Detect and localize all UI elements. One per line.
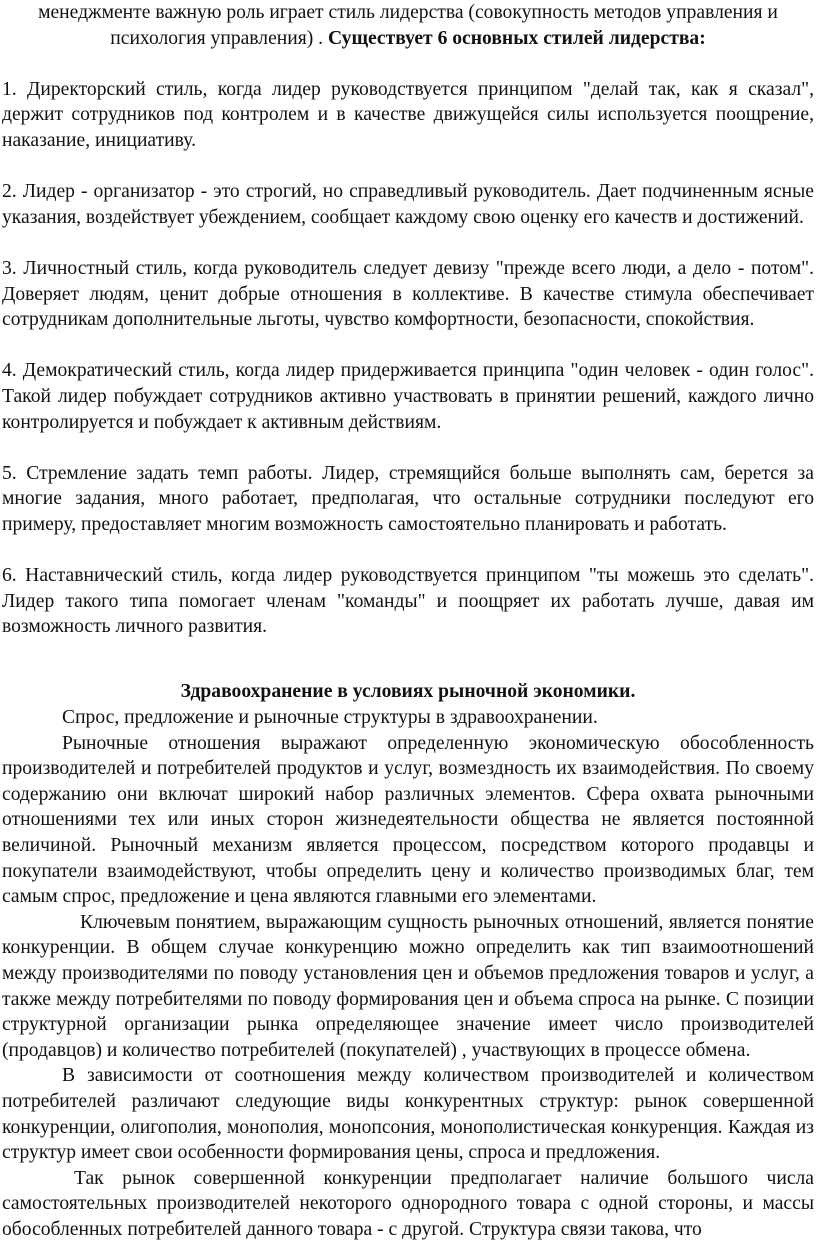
section-subtitle: Спрос, предложение и рыночные структуры в здравоохранении.: [62, 707, 598, 729]
spacer: [2, 51, 814, 77]
leadership-style-6: 6. Наставнический стиль, когда лидер руководствуется принципом "ты можешь это сделать". Лидер такого типа помогает членам "команды" и поощряет их работать лучше, давая им возможность личного развития.: [2, 565, 814, 638]
spacer: [2, 640, 814, 666]
leadership-style-3: 3. Личностный стиль, когда руководитель следует девизу "прежде всего люди, а дело - потом". Доверяет людям, ценит добрые отношения в коллективе. В качестве стимула обеспечивает сотрудникам дополнительные льготы, чувство комфортности, безопасности, спокойствия.: [2, 257, 814, 331]
body-paragraph-4: Так рынок совершенной конкуренции предполагает наличие большого числа самостоятельных производителей некоторого однородного товара с одной стороны, и массы обособленных потребителей данного товара - с другой. Структура связи такова, что: [2, 1167, 814, 1240]
spacer: [2, 537, 814, 563]
intro-bold-text: Существует 6 основных стилей лидерства:: [327, 27, 706, 49]
intro-line-2: [2, 26, 814, 52]
intro-line-1: менеджменте важную роль играет стиль лидерства (совокупность методов управления и: [38, 2, 778, 23]
spacer: [2, 333, 814, 359]
spacer: [2, 230, 814, 256]
spacer: [2, 154, 814, 180]
leadership-style-1: 1. Директорский стиль, когда лидер руководствуется принципом "делай так, как я сказал", держит сотрудников под контролем и в качестве движущейся силы используется поощрение, наказание, инициативу.: [2, 78, 814, 151]
leadership-style-2: 2. Лидер - организатор - это строгий, но справедливый руководитель. Дает подчиненным ясные указания, воздействует убеждением, сообщает каждому свою оценку его качеств и достижений.: [2, 181, 814, 228]
spacer: [2, 435, 814, 461]
body-paragraph-3: В зависимости от соотношения между количеством производителей и количеством потребителей различают следующие виды конкурентных структур: рынок совершенной конкуренции, олигополия, монополия, монопсония, монополистическая конкуренция. Каждая из структур имеет свои особенности формирования цены, спроса и предложения.: [2, 1065, 814, 1164]
section-title: Здравоохранение в условиях рыночной экономики.: [180, 681, 636, 703]
body-paragraph-2: Ключевым понятием, выражающим сущность рыночных отношений, является понятие конкуренции. В общем случае конкуренцию можно определить как тип взаимоотношений между производителями по поводу установления цен и объемов предложения товаров и услуг, а также между потребителями по поводу формирования цен и объема спроса на рынке. С позиции структурной организации рынка определяющее значение имеет число производителей (продавцов) и количество потребителей (покупателей) , участвующих в процессе обмена.: [2, 911, 814, 1061]
body-paragraph-1: Рыночные отношения выражают определенную экономическую обособленность производителей и потребителей продуктов и услуг, возмездность их взаимодействия. По своему содержанию они включат широкий набор различных элементов. Сфера охвата рыночными отношениями тех или иных сторон жизнедеятельности общества не является постоянной величиной. Рыночный механизм является процессом, посредством которого продавцы и покупатели взаимодействуют, чтобы определить цену и количество производимых благ, тем самым спрос, предложение и цена являются главными его элементами.: [2, 732, 814, 908]
intro-plain-text: психология управления) .: [110, 27, 328, 49]
document-page: [2, 0, 814, 1243]
spacer: [2, 665, 814, 679]
leadership-style-5: 5. Стремление задать темп работы. Лидер, стремящийся больше выполнять сам, берется за многие задания, много работает, предполагая, что остальные сотрудники последуют его примеру, предоставляет многим возможность самостоятельно планировать и работать.: [2, 462, 814, 535]
leadership-style-4: 4. Демократический стиль, когда лидер придерживается принципа "один человек - один голос". Такой лидер побуждает сотрудников активно участвовать в принятии решений, каждого лично контролируется и побуждает к активным действиям.: [2, 360, 814, 433]
